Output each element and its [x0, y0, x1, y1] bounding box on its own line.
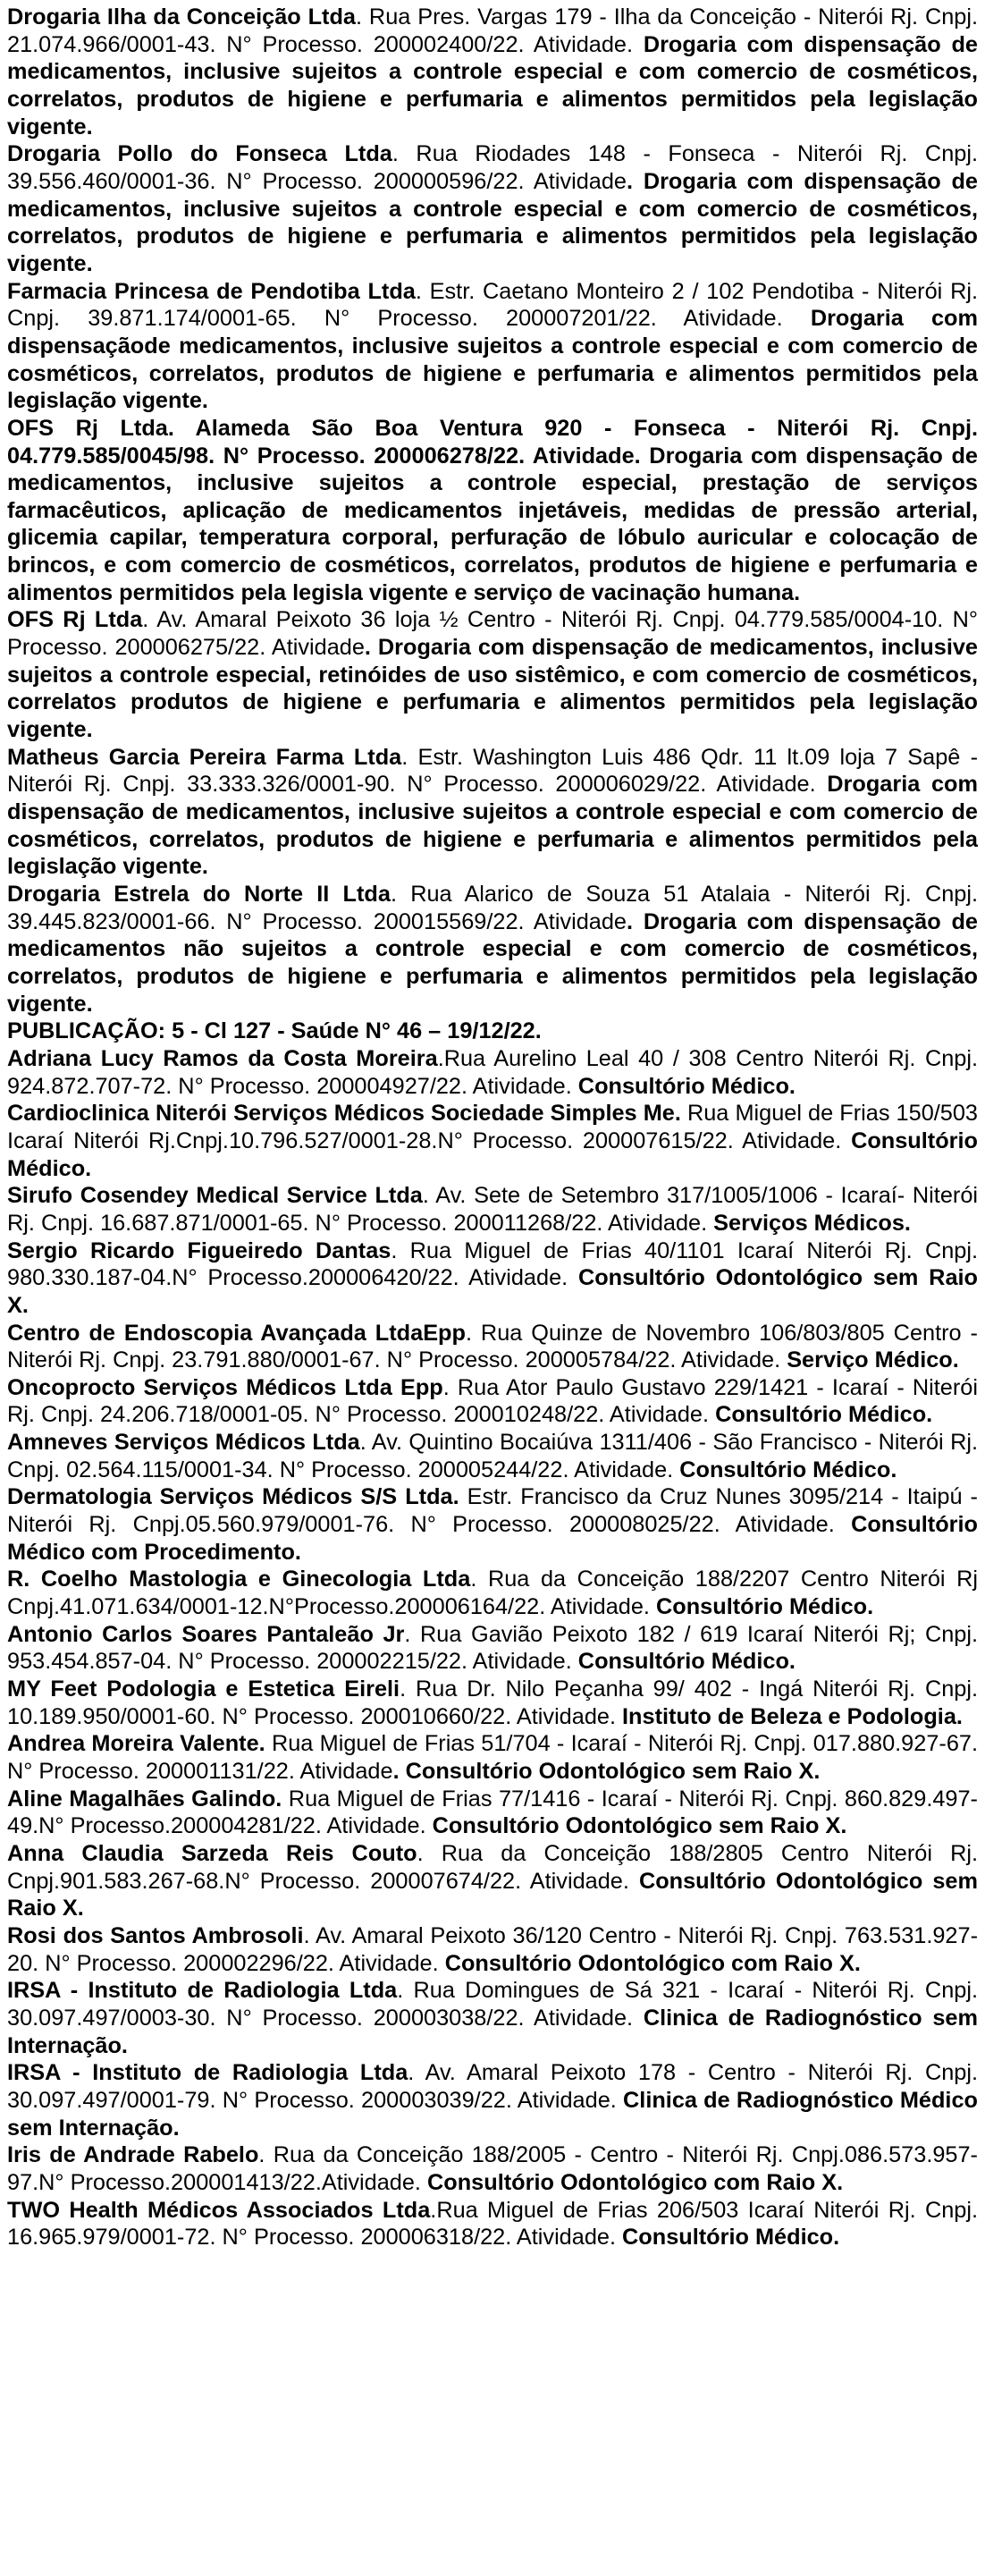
entry-paragraph [7, 1100, 978, 1182]
entry-name: Amneves Serviços Médicos Ltda [7, 1430, 360, 1456]
entry-name: Antonio Carlos Soares Pantaleão Jr [7, 1621, 405, 1647]
entry-activity: Drogaria com dispensação de medicamentos, inclusive sujeitos a controle especial e com comercio de cosméticos, correlatos, produtos de higiene e perfumaria e alimentos permitidos pela legislação vigente. [7, 772, 978, 880]
entry-paragraph [7, 2197, 978, 2251]
entry-name: TWO Health Médicos Associados Ltda [7, 2197, 431, 2223]
entry-activity: Consultório Odontológico com Raio X. [427, 2169, 844, 2195]
entry-name: Anna Claudia Sarzeda Reis Couto [7, 1840, 417, 1866]
entry-details: . Estr. Washington Luis 486 Qdr. 11 lt.09 loja 7 Sapê - Niterói Rj. Cnpj. 33.333.326/0001-90. N° Processo. 200006029/22. Atividade. [7, 744, 978, 798]
entry-name: R. Coelho Mastologia e Ginecologia Ltda [7, 1567, 471, 1592]
entry-name: Centro de Endoscopia Avançada LtdaEpp [7, 1320, 466, 1346]
entry-name: Drogaria Ilha da Conceição Ltda [7, 4, 357, 30]
entry-name: Farmacia Princesa de Pendotiba Ltda [7, 278, 416, 304]
entry-details: . Rua Riodades 148 - Fonseca - Niterói Rj. Cnpj. 39.556.460/0001-36. N° Processo. 200000596/22. Atividade [7, 141, 978, 194]
entry-activity: Clinica de Radiognóstico sem Internação. [7, 2005, 978, 2058]
entry-details: . Rua da Conceição 188/2805 Centro Niterói Rj. Cnpj.901.583.267-68.N° Processo. 200007674/22. Atividade. [7, 1840, 979, 1894]
entry-details: . Rua Ator Paulo Gustavo 229/1421 - Icaraí - Niterói Rj. Cnpj. 24.206.718/0001-05. N° Processo. 200010248/22. Atividade. [7, 1374, 978, 1428]
entry-paragraph [7, 881, 978, 1018]
entry-activity: Instituto de Beleza e Podologia. [622, 1703, 963, 1729]
entry-details: .Rua Aurelino Leal 40 / 308 Centro Niterói Rj. Cnpj. 924.872.707-72. N° Processo. 200004927/22. Atividade. [7, 1045, 978, 1099]
entry-paragraph [7, 1237, 978, 1320]
entry-paragraph [7, 744, 978, 881]
entry-details: . Av. Amaral Peixoto 36 loja ½ Centro - Niterói Rj. Cnpj. 04.779.585/0004-10. N° Processo. 200006275/22. Atividade [7, 607, 978, 661]
entry-details: . Av. Amaral Peixoto 178 - Centro - Niterói Rj. Cnpj. 30.097.497/0001-79. N° Processo. 200003039/22. Atividade. [7, 2060, 978, 2113]
entry-paragraph [7, 1977, 978, 2059]
entry-paragraph [7, 140, 978, 277]
entry-activity: . Drogaria com dispensação de medicamentos, inclusive sujeitos a controle especial, retinóides de uso sistêmico, e com comercio de cosméticos, correlatos produtos de higiene e perfumaria e alimentos permitidos pela legislação vigente. [7, 635, 978, 743]
entry-details: . Rua Gavião Peixoto 182 / 619 Icaraí Niterói Rj; Cnpj. 953.454.857-04. N° Processo. 200002215/22. Atividade. [7, 1621, 979, 1675]
entry-name: IRSA - Instituto de Radiologia Ltda [7, 1978, 398, 2004]
entry-details: . Av. Quintino Bocaiúva 1311/406 - São Francisco - Niterói Rj. Cnpj. 02.564.115/0001-34. N° Processo. 200005244/22. Atividade. [7, 1430, 978, 1482]
entry-name: IRSA - Instituto de Radiologia Ltda [7, 2060, 408, 2086]
entry-paragraph [7, 415, 978, 607]
entry-details: . Av. Amaral Peixoto 36/120 Centro - Niterói Rj. Cnpj. 763.531.927-20. N° Processo. 200002296/22. Atividade. [7, 1922, 978, 1976]
entry-details: . Rua da Conceição 188/2005 - Centro - Niterói Rj. Cnpj.086.573.957-97.N° Processo.200001413/22.Atividade. [7, 2142, 978, 2195]
entry-details: . Rua Quinze de Novembro 106/803/805 Centro - Niterói Rj. Cnpj. 23.791.880/0001-67. N° Processo. 200005784/22. Atividade. [7, 1320, 978, 1373]
entry-name: MY Feet Podologia e Estetica Eireli [7, 1677, 400, 1702]
entry-name: Iris de Andrade Rabelo [7, 2142, 259, 2168]
entry-activity: . Drogaria com dispensação de medicamentos não sujeitos a controle especial e com comercio de cosméticos, correlatos, produtos de higiene e perfumaria e alimentos permitidos pela legislação vigente. [7, 908, 978, 1017]
entry-paragraph [7, 1045, 978, 1100]
entry-name: Cardioclinica Niterói Serviços Médicos Sociedade Simples Me. [7, 1101, 681, 1127]
entry-name: Matheus Garcia Pereira Farma Ltda [7, 744, 402, 770]
entry-paragraph [7, 1922, 978, 1977]
entry-details: . Estr. Caetano Monteiro 2 / 102 Pendotiba - Niterói Rj. Cnpj. 39.871.174/0001-65. N° Processo. 200007201/22. Atividade. [7, 278, 978, 332]
entry-paragraph [7, 1566, 978, 1620]
entry-activity: Consultório Odontológico sem Raio X. [432, 1813, 847, 1839]
entry-name: Andrea Moreira Valente. [7, 1731, 265, 1757]
entry-name: Drogaria Estrela do Norte II Ltda [7, 882, 391, 907]
entry-activity: Clinica de Radiognóstico Médico sem Internação. [7, 2087, 978, 2141]
entry-paragraph [7, 1840, 978, 1922]
entry-paragraph [7, 1182, 978, 1237]
entry-name: Adriana Lucy Ramos da Costa Moreira [7, 1045, 438, 1071]
entry-activity: Consultório Odontológico sem Raio X. [7, 1265, 978, 1318]
entry-list-saude [7, 1045, 978, 2251]
entry-name: OFS Rj Ltda [7, 607, 143, 633]
entry-paragraph [7, 2141, 978, 2196]
entry-paragraph [7, 1730, 978, 1785]
entry-details: . Rua Dr. Nilo Peçanha 99/ 402 - Ingá Niterói Rj. Cnpj. 10.189.950/0001-60. N° Processo. 200010660/22. Atividade. [7, 1677, 978, 1729]
entry-name: Rosi dos Santos Ambrosoli [7, 1922, 304, 1948]
publication-heading: PUBLICAÇÃO: 5 - Cl 127 - Saúde N° 46 – 19/12/22. [7, 1018, 542, 1044]
entry-activity: Drogaria com dispensação de medicamentos, inclusive sujeitos a controle especial e com comercio de cosméticos, correlatos, produtos de higiene e perfumaria e alimentos permitidos pela legislação vigente. [7, 31, 978, 139]
entry-name: Oncoprocto Serviços Médicos Ltda Epp [7, 1374, 443, 1400]
entry-name: Dermatologia Serviços Médicos S/S Ltda. [7, 1484, 459, 1510]
entry-paragraph [7, 606, 978, 743]
entry-details: Rua Miguel de Frias 150/503 Icaraí Niterói Rj.Cnpj.10.796.527/0001-28.N° Processo. 200007615/22. Atividade. [7, 1101, 978, 1153]
entry-details: . Rua Alarico de Souza 51 Atalaia - Niterói Rj. Cnpj. 39.445.823/0001-66. N° Processo. 200015569/22. Atividade [7, 882, 978, 934]
entry-activity: Consultório Odontológico sem Raio X. [7, 1868, 978, 1921]
entry-paragraph [7, 4, 978, 140]
entry-activity: Serviço Médico. [787, 1347, 959, 1373]
entry-paragraph [7, 1786, 978, 1840]
entry-details: Estr. Francisco da Cruz Nunes 3095/214 - Itaipú - Niterói Rj. Cnpj.05.560.979/0001-76. N° Processo. 200008025/22. Atividade. [7, 1484, 978, 1538]
entry-name: Sergio Ricardo Figueiredo Dantas [7, 1237, 391, 1263]
entry-activity: Consultório Odontológico com Raio X. [444, 1950, 861, 1976]
entry-details: Rua Miguel de Frias 77/1416 - Icaraí - Niterói Rj. Cnpj. 860.829.497-49.N° Processo.200004281/22. Atividade. [7, 1786, 978, 1839]
entry-activity: Drogaria com dispensaçãode medicamentos, inclusive sujeitos a controle especial e com comercio de cosméticos, correlatos, produtos de higiene e perfumaria e alimentos permitidos pela legislação vigente. [7, 306, 978, 414]
entry-details: . Av. Sete de Setembro 317/1005/1006 - Icaraí- Niterói Rj. Cnpj. 16.687.871/0001-65. N° Processo. 200011268/22. Atividade. [7, 1183, 979, 1236]
document-body [7, 4, 978, 2569]
entry-details: . Rua Pres. Vargas 179 - Ilha da Conceição - Niterói Rj. Cnpj. 21.074.966/0001-43. N° Processo. 200002400/22. Atividade. [7, 4, 978, 57]
entry-activity: Consultório Médico. [679, 1457, 897, 1482]
entry-activity: Consultório Médico. [622, 2225, 840, 2251]
entry-activity: . Consultório Odontológico sem Raio X. [392, 1759, 821, 1784]
entry-name: Sirufo Cosendey Medical Service Ltda [7, 1183, 423, 1209]
entry-paragraph [7, 1320, 978, 1374]
entry-paragraph [7, 1374, 978, 1429]
entry-activity: Consultório Médico. [577, 1649, 796, 1675]
entry-activity: Consultório Médico com Procedimento. [7, 1512, 978, 1565]
entry-name: Aline Magalhães Galindo. [7, 1786, 282, 1812]
entry-details: Rua Miguel de Frias 51/704 - Icaraí - Niterói Rj. Cnpj. 017.880.927-67. N° Processo. 200001131/22. Atividade [7, 1731, 978, 1784]
entry-paragraph [7, 1676, 978, 1730]
entry-name: Drogaria Pollo do Fonseca Ltda [7, 141, 392, 167]
entry-name: OFS Rj Ltda. Alameda São Boa Ventura 920 - Fonseca - Niterói Rj. Cnpj. 04.779.585/0045/98. N° Processo. 200006278/22. Atividade. Drogaria com dispensação de medicamentos, inclusive sujeitos a controle especial, prestação de serviços farmacêuticos, aplicação de medicamentos injetáveis, medidas de pressão arterial, glicemia capilar, temperatura corporal, perfuração de lóbulo auricular e colocação de brincos, e com comercio de cosméticos, correlatos, produtos de higiene e perfumaria e alimentos permitidos pela legisla vigente e serviço de vacinação humana. [7, 415, 978, 605]
entry-details: . Rua da Conceição 188/2207 Centro Niterói Rj Cnpj.41.071.634/0001-12.N°Processo.200006164/22. Atividade. [7, 1567, 978, 1620]
entry-paragraph [7, 1483, 978, 1566]
entry-details: . Rua Miguel de Frias 40/1101 Icaraí Niterói Rj. Cnpj. 980.330.187-04.N° Processo.200006420/22. Atividade. [7, 1237, 979, 1291]
entry-activity: Consultório Médico. [577, 1073, 796, 1099]
entry-paragraph [7, 1621, 978, 1676]
entry-activity: Consultório Médico. [656, 1594, 874, 1620]
entry-details: . Rua Domingues de Sá 321 - Icaraí - Niterói Rj. Cnpj. 30.097.497/0003-30. N° Processo. 200003038/22. Atividade. [7, 1978, 978, 2031]
entry-activity: Consultório Médico. [715, 1402, 933, 1428]
entry-paragraph [7, 278, 978, 415]
entry-activity: Consultório Médico. [7, 1128, 978, 1181]
entry-activity: Serviços Médicos. [713, 1210, 911, 1236]
entry-list-drogarias [7, 4, 978, 1018]
entry-details: .Rua Miguel de Frias 206/503 Icaraí Niterói Rj. Cnpj. 16.965.979/0001-72. N° Processo. 200006318/22. Atividade. [7, 2197, 978, 2251]
entry-paragraph [7, 2059, 978, 2141]
entry-paragraph [7, 1429, 978, 1483]
entry-activity: . Drogaria com dispensação de medicamentos, inclusive sujeitos a controle especial e com comercio de cosméticos, correlatos, produtos de higiene e perfumaria e alimentos permitidos pela legislação vigente. [7, 168, 978, 276]
